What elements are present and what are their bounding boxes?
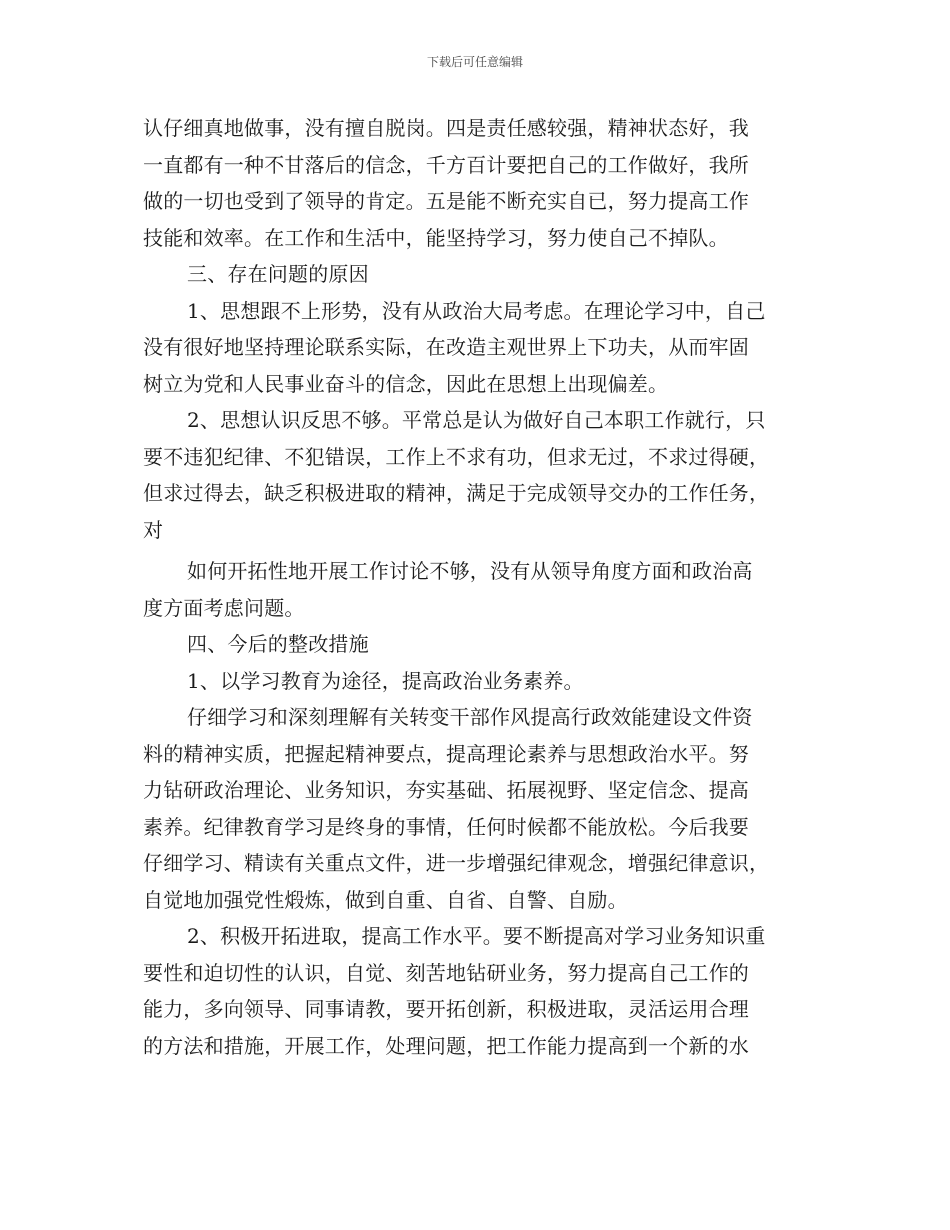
text-line: 能力，多向领导、同事请教，要开拓创新，积极进取，灵活运用合理	[143, 997, 749, 1021]
text-line: 2、积极开拓进取，提高工作水平。要不断提高对学习业务知识重	[187, 924, 766, 948]
text-line: 自觉地加强党性煅炼，做到自重、自省、自警、自励。	[143, 887, 628, 912]
text-line: 对	[143, 517, 164, 542]
text-line: 素养。纪律教育学习是终身的事情，任何时候都不能放松。今后我要	[143, 814, 749, 839]
text-line: 1、以学习教育为途径，提高政治业务素养。	[187, 668, 584, 693]
text-line: 但求过得去，缺乏积极进取的精神，满足于完成领导交办的工作任务，	[143, 481, 770, 505]
text-line: 技能和效率。在工作和生活中，能坚持学习，努力使自己不掉队。	[143, 225, 729, 250]
text-line: 1、思想跟不上形势，没有从政治大局考虑。在理论学习中，自己	[187, 298, 766, 323]
text-line: 要性和迫切性的认识，自觉、刻苦地钻研业务，努力提高自己工作的	[143, 960, 749, 985]
text-line: 料的精神实质，把握起精神要点，提高理论素养与思想政治水平。努	[143, 741, 749, 766]
text-line: 认仔细真地做事，没有擅自脱岗。四是责任感较强，精神状态好，我	[143, 116, 749, 140]
text-line: 度方面考虑问题。	[143, 595, 305, 620]
text-line: 做的一切也受到了领导的肯定。五是能不断充实自已，努力提高工作	[143, 189, 749, 213]
text-line: 仔细学习、精读有关重点文件，进一步增强纪律观念，增强纪律意识，	[143, 851, 770, 875]
text-line: 一直都有一种不甘落后的信念，千方百计要把自己的工作做好，我所	[143, 152, 749, 177]
text-line: 力钻研政治理论、业务知识，夯实基础、拓展视野、坚定信念、提高	[143, 778, 749, 802]
text-line: 要不违犯纪律、不犯错误，工作上不求有功，但求无过，不求过得硬，	[143, 444, 770, 469]
section-heading-4: 四、今后的整改措施	[187, 632, 369, 656]
page-header-note: 下载后可任意编辑	[426, 55, 523, 69]
text-line: 没有很好地坚持理论联系实际，在改造主观世界上下功夫，从而牢固	[143, 335, 749, 359]
text-line: 仔细学习和深刻理解有关转变干部作风提高行政效能建设文件资	[187, 705, 753, 729]
text-line: 树立为党和人民事业奋斗的信念，因此在思想上出现偏差。	[143, 371, 669, 396]
section-heading-3: 三、存在问题的原因	[187, 262, 369, 286]
text-line: 如何开拓性地开展工作讨论不够，没有从领导角度方面和政治高	[187, 559, 753, 583]
document-body	[143, 110, 809, 1064]
text-line: 2、思想认识反思不够。平常总是认为做好自己本职工作就行，只	[187, 408, 766, 432]
text-line: 的方法和措施，开展工作，处理问题，把工作能力提高到一个新的水	[143, 1033, 749, 1058]
